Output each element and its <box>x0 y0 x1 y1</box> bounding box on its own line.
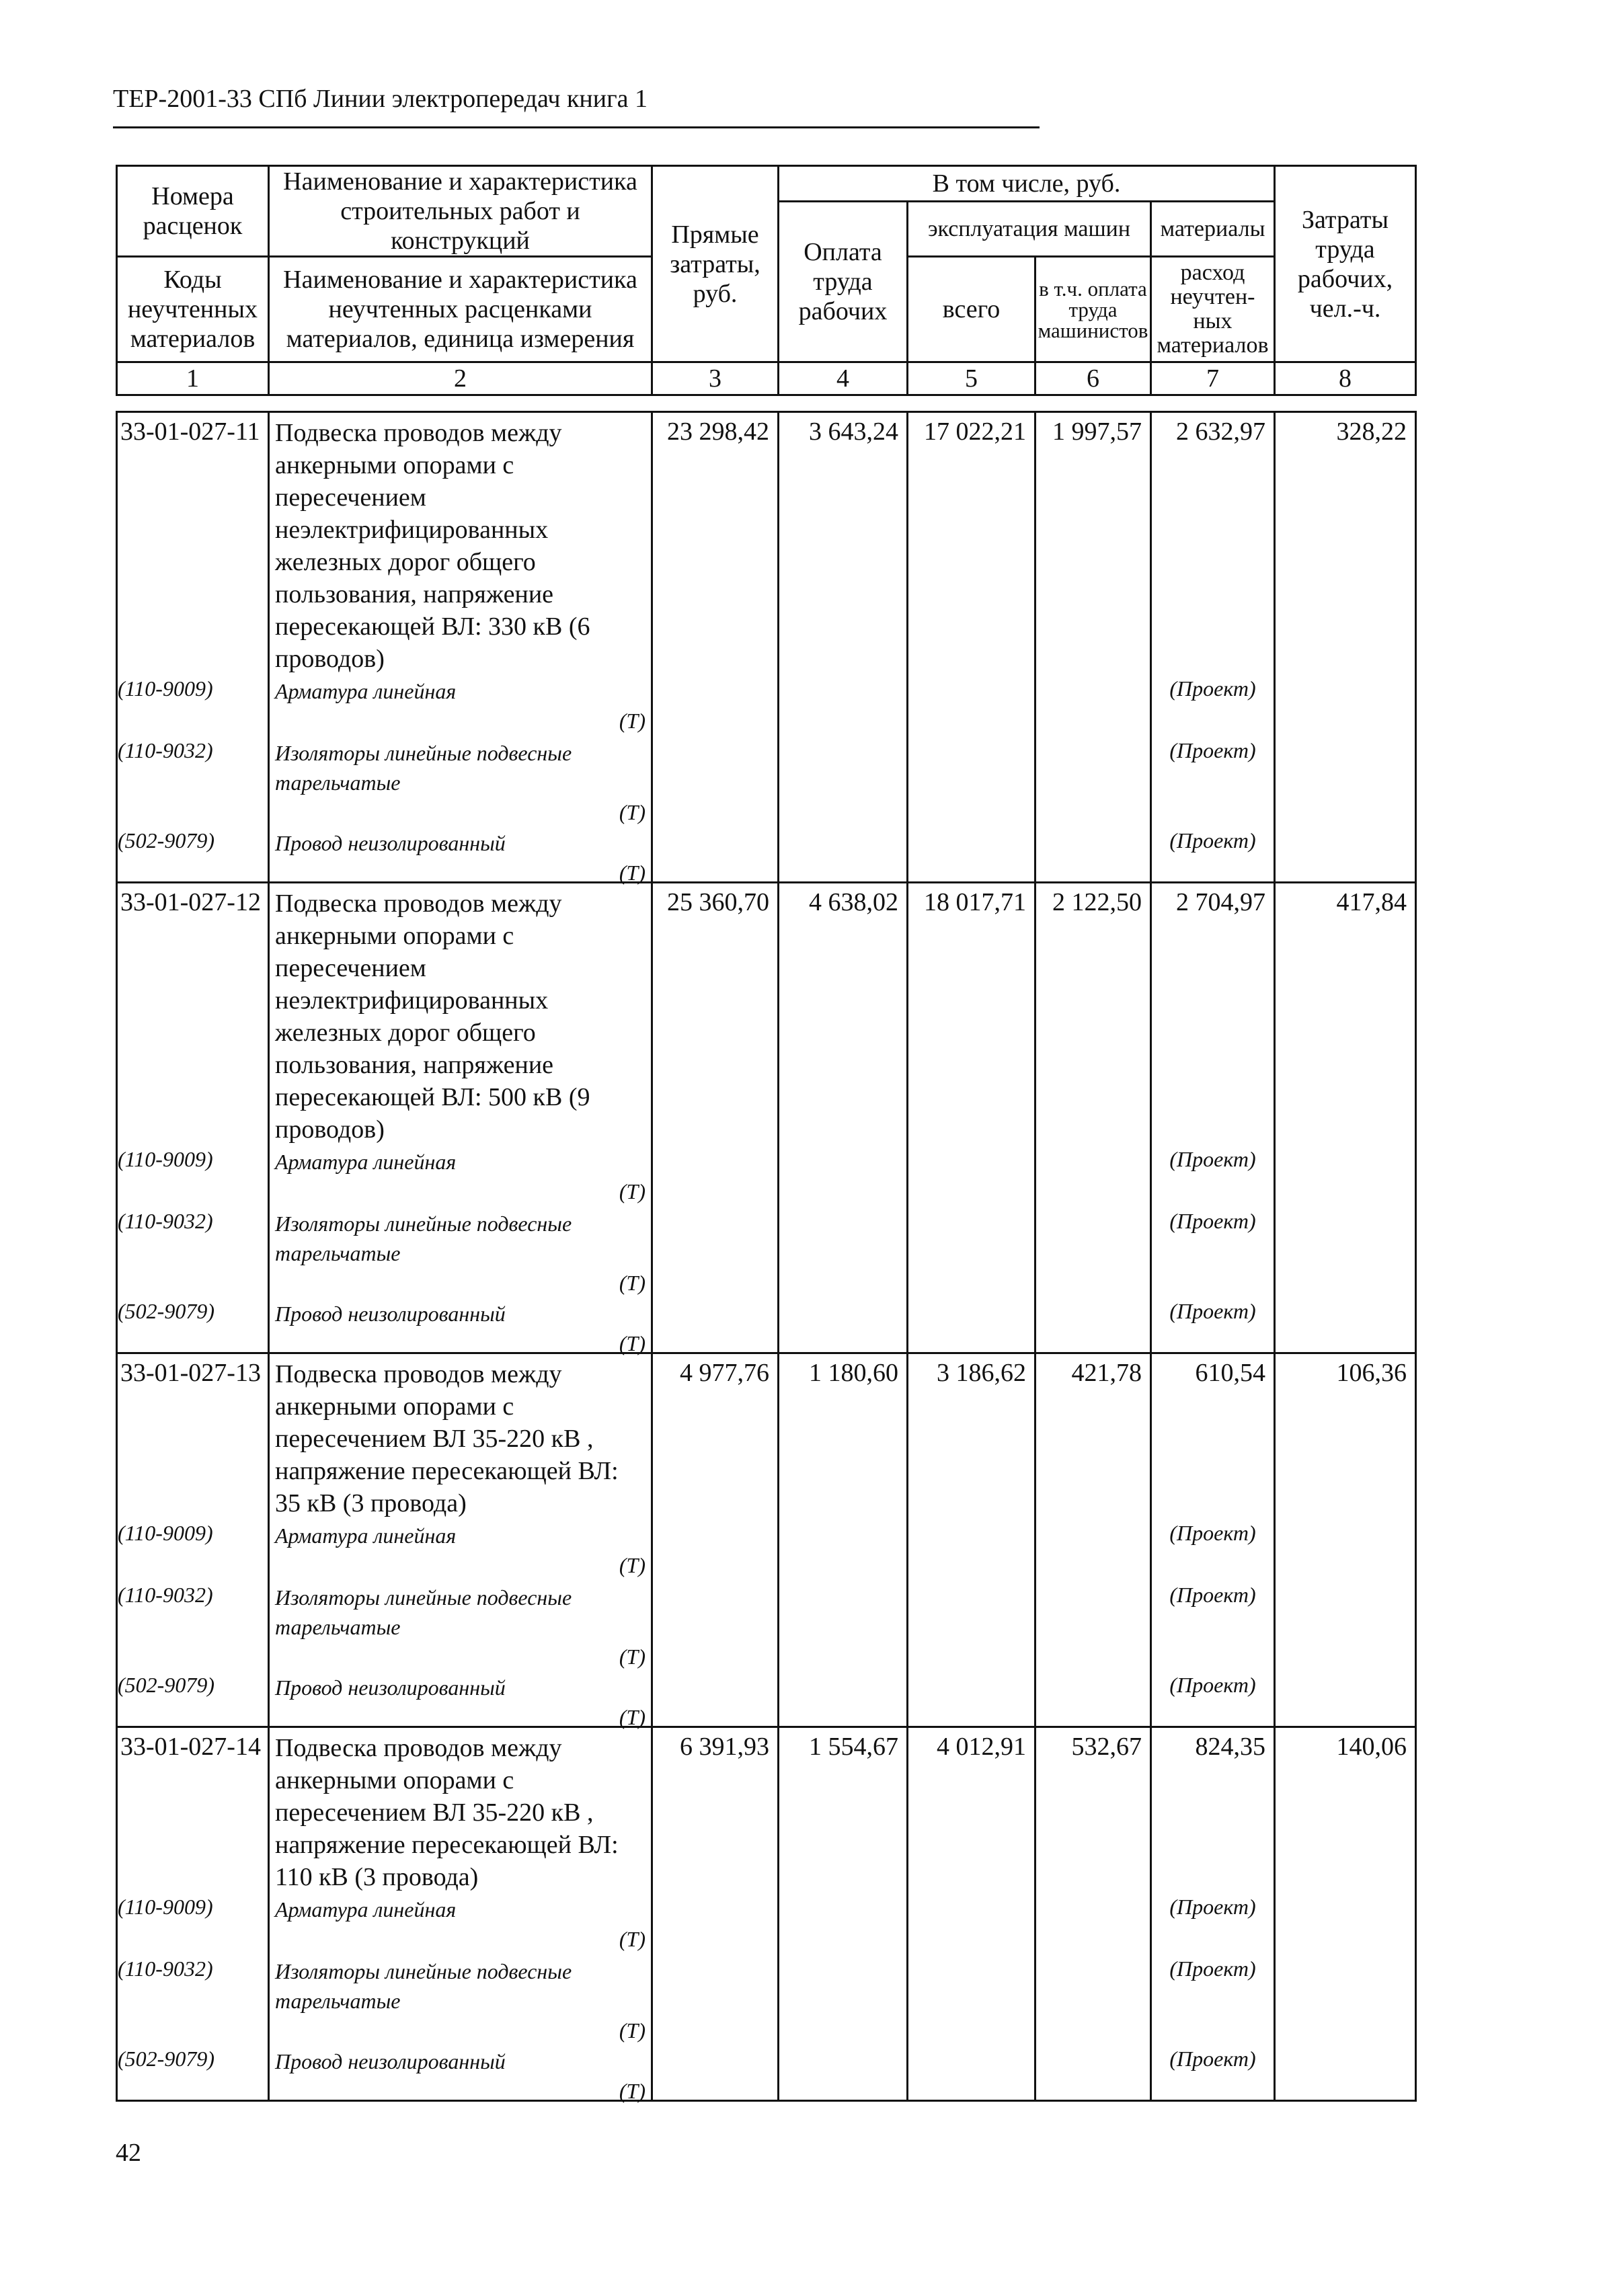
col5-header: всего <box>908 257 1035 362</box>
col8-header: Затраты труда рабочих, чел.-ч. <box>1275 166 1416 362</box>
material-name <box>270 1671 651 1732</box>
material-note: (Проект) <box>1169 2047 1256 2071</box>
material-code: (110-9032) <box>118 1209 213 1233</box>
material-code: (110-9032) <box>118 1956 213 1981</box>
col2-header-top: Наименование и характеристика строительных работ и конструкций <box>269 166 652 257</box>
materials-value: 824,35 <box>1195 1733 1265 1761</box>
material-unit: (Т) <box>619 2079 646 2103</box>
direct-cost: 6 391,93 <box>652 1727 779 2101</box>
rate-code: 33-01-027-14 <box>120 1733 261 1761</box>
labor-hours: 106,36 <box>1275 1353 1416 1727</box>
material-unit: (Т) <box>619 1645 646 1669</box>
machine-labor: 1 997,57 <box>1035 412 1151 883</box>
materials-cell <box>1151 1353 1275 1727</box>
rate-name: Подвеска проводов между анкерными опорами с пересечением ВЛ 35-220 кВ , напряжение пересекающей ВЛ: 110 кВ (3 провода) <box>275 1734 619 1891</box>
material-name <box>270 1146 651 1206</box>
material-note: (Проект) <box>1169 1521 1256 1545</box>
material-name-text: Провод неизолированный <box>275 2049 506 2073</box>
materials-header: материалы <box>1151 202 1275 257</box>
labor-hours: 417,84 <box>1275 883 1416 1353</box>
rates-table <box>116 411 1417 2102</box>
materials-cell <box>1151 412 1275 883</box>
rate-code: 33-01-027-12 <box>120 888 261 916</box>
machine-total: 18 017,71 <box>908 883 1035 1353</box>
material-code: (110-9009) <box>118 1147 213 1171</box>
material-note: (Проект) <box>1169 738 1256 762</box>
col1-header-top: Номера расценок <box>117 166 269 257</box>
material-name-text: Арматура линейная <box>275 1523 457 1548</box>
rate-name-cell <box>269 1353 652 1727</box>
material-note: (Проект) <box>1169 1299 1256 1323</box>
material-name <box>270 1298 651 1358</box>
col1-header-bottom: Коды неучтенных материалов <box>117 257 269 362</box>
material-name-text: Провод неизолированный <box>275 831 506 855</box>
material-unit: (Т) <box>619 2018 646 2043</box>
table-row <box>117 1727 1416 2101</box>
material-note: (Проект) <box>1169 676 1256 701</box>
material-name-text: Провод неизолированный <box>275 1675 506 1700</box>
material-name <box>270 1208 651 1298</box>
material-unit: (Т) <box>619 800 646 824</box>
rate-name-cell <box>269 883 652 1353</box>
material-note: (Проект) <box>1169 828 1256 853</box>
labor-cost: 1 180,60 <box>779 1353 908 1727</box>
labor-hours: 140,06 <box>1275 1727 1416 2101</box>
material-name-text: Арматура линейная <box>275 1897 457 1922</box>
col3-header: Прямые затраты, руб. <box>652 166 779 362</box>
material-name <box>270 1581 651 1671</box>
material-name-text: Изоляторы линейные подвесные тарельчатые <box>275 1585 572 1639</box>
materials-value: 610,54 <box>1195 1359 1265 1387</box>
materials-cell <box>1151 883 1275 1353</box>
material-name <box>270 1955 651 2045</box>
labor-cost: 1 554,67 <box>779 1727 908 2101</box>
material-name-text: Арматура линейная <box>275 1150 457 1174</box>
col-number: 2 <box>269 362 652 395</box>
rate-code-cell <box>117 883 269 1353</box>
material-code: (110-9032) <box>118 1583 213 1607</box>
material-unit: (Т) <box>619 1271 646 1295</box>
col-number: 7 <box>1151 362 1275 395</box>
material-name <box>270 827 651 887</box>
col-number: 1 <box>117 362 269 395</box>
material-unit: (Т) <box>619 861 646 885</box>
table-header <box>116 165 1417 396</box>
machine-labor: 532,67 <box>1035 1727 1151 2101</box>
material-note: (Проект) <box>1169 1583 1256 1607</box>
material-name-text: Провод неизолированный <box>275 1302 506 1326</box>
table-row <box>117 412 1416 883</box>
table-row <box>117 883 1416 1353</box>
material-note: (Проект) <box>1169 1673 1256 1697</box>
machine-labor: 2 122,50 <box>1035 883 1151 1353</box>
material-name <box>270 1893 651 1954</box>
col6-header: в т.ч. оплата труда машинистов <box>1035 257 1151 362</box>
material-name <box>270 737 651 827</box>
labor-cost: 4 638,02 <box>779 883 908 1353</box>
title-rule <box>113 126 1040 128</box>
materials-cell <box>1151 1727 1275 2101</box>
rate-code: 33-01-027-11 <box>120 418 260 446</box>
machine-total: 3 186,62 <box>908 1353 1035 1727</box>
material-code: (502-9079) <box>118 2047 214 2071</box>
material-note: (Проект) <box>1169 1956 1256 1981</box>
page-number: 42 <box>116 2139 141 2167</box>
material-unit: (Т) <box>619 1553 646 1577</box>
material-name-text: Изоляторы линейные подвесные тарельчатые <box>275 1212 572 1265</box>
material-code: (110-9032) <box>118 738 213 762</box>
col-number: 6 <box>1035 362 1151 395</box>
material-code: (502-9079) <box>118 1299 214 1323</box>
direct-cost: 4 977,76 <box>652 1353 779 1727</box>
col2-header-bottom: Наименование и характеристика неучтенных расценками материалов, единица измерения <box>269 257 652 362</box>
direct-cost: 23 298,42 <box>652 412 779 883</box>
rate-code-cell <box>117 412 269 883</box>
document-title: ТЕР-2001-33 СПб Линии электропередач книга 1 <box>113 85 648 113</box>
rate-name: Подвеска проводов между анкерными опорами с пересечением неэлектрифицированных железных дорог общего пользования, напряжение пересекающей ВЛ: 330 кВ (6 проводов) <box>275 419 590 673</box>
material-note: (Проект) <box>1169 1209 1256 1233</box>
col-number: 3 <box>652 362 779 395</box>
labor-cost: 3 643,24 <box>779 412 908 883</box>
machine-labor: 421,78 <box>1035 1353 1151 1727</box>
rate-code: 33-01-027-13 <box>120 1359 261 1387</box>
material-name <box>270 675 651 736</box>
material-unit: (Т) <box>619 1705 646 1729</box>
rate-code-cell <box>117 1727 269 2101</box>
machine-total: 4 012,91 <box>908 1727 1035 2101</box>
material-code: (502-9079) <box>118 828 214 853</box>
group-header: В том числе, руб. <box>779 166 1275 202</box>
material-note: (Проект) <box>1169 1147 1256 1171</box>
material-name <box>270 1519 651 1580</box>
material-code: (502-9079) <box>118 1673 214 1697</box>
table-row <box>117 1353 1416 1727</box>
material-unit: (Т) <box>619 1331 646 1355</box>
material-code: (110-9009) <box>118 1521 213 1545</box>
material-code: (110-9009) <box>118 1895 213 1919</box>
material-name-text: Изоляторы линейные подвесные тарельчатые <box>275 1959 572 2013</box>
material-code: (110-9009) <box>118 676 213 701</box>
material-note: (Проект) <box>1169 1895 1256 1919</box>
col-number: 8 <box>1275 362 1416 395</box>
machines-header: эксплуатация машин <box>908 202 1151 257</box>
rate-name: Подвеска проводов между анкерными опорами с пересечением неэлектрифицированных железных дорог общего пользования, напряжение пересекающей ВЛ: 500 кВ (9 проводов) <box>275 889 590 1144</box>
materials-value: 2 704,97 <box>1176 888 1265 916</box>
machine-total: 17 022,21 <box>908 412 1035 883</box>
material-name <box>270 2045 651 2106</box>
col-number: 4 <box>779 362 908 395</box>
direct-cost: 25 360,70 <box>652 883 779 1353</box>
col-number: 5 <box>908 362 1035 395</box>
rate-name-cell <box>269 1727 652 2101</box>
material-name-text: Арматура линейная <box>275 679 457 703</box>
col7-header: расход неучтен-ных материалов <box>1151 257 1275 362</box>
material-name-text: Изоляторы линейные подвесные тарельчатые <box>275 741 572 795</box>
col4-header: Оплата труда рабочих <box>779 202 908 362</box>
material-unit: (Т) <box>619 1927 646 1951</box>
material-unit: (Т) <box>619 709 646 733</box>
labor-hours: 328,22 <box>1275 412 1416 883</box>
rate-name-cell <box>269 412 652 883</box>
materials-value: 2 632,97 <box>1176 418 1265 446</box>
rate-code-cell <box>117 1353 269 1727</box>
material-unit: (Т) <box>619 1179 646 1203</box>
rate-name: Подвеска проводов между анкерными опорами с пересечением ВЛ 35-220 кВ , напряжение пересекающей ВЛ: 35 кВ (3 провода) <box>275 1360 619 1517</box>
